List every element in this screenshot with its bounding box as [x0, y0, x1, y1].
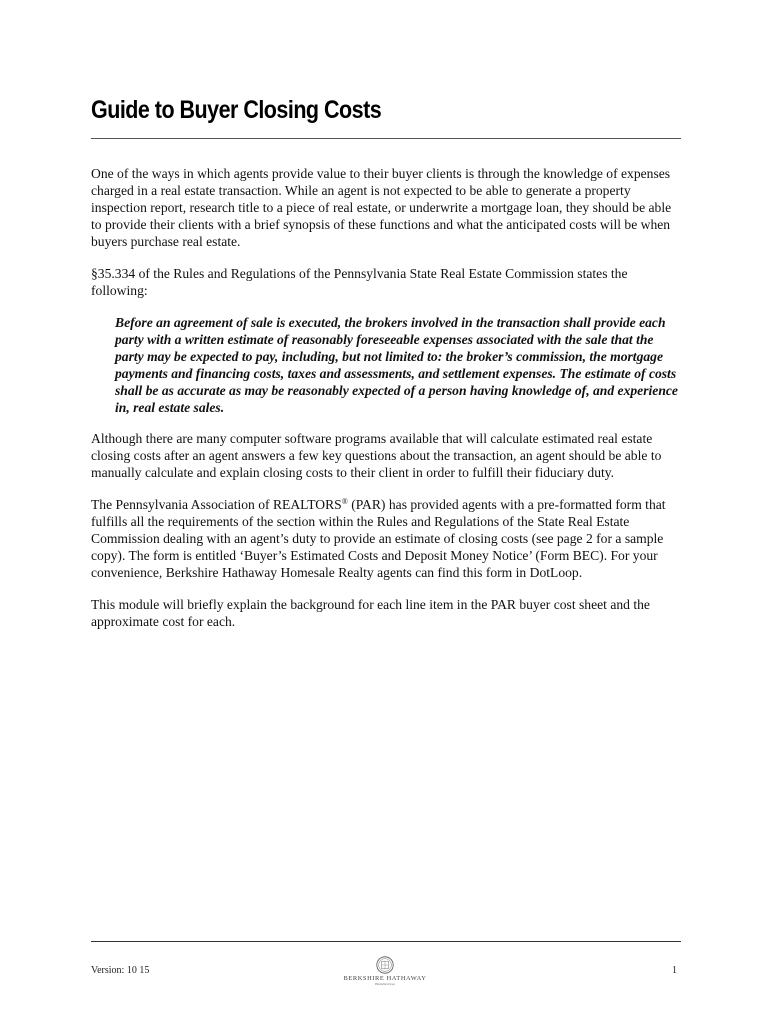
page-number: 1: [672, 965, 677, 976]
par-form-paragraph: [91, 496, 681, 581]
document-body: [91, 165, 681, 645]
registered-mark: ®: [341, 497, 348, 506]
rules-paragraph: §35.334 of the Rules and Regulations of the Pennsylvania State Real Estate Commission states the following:: [91, 266, 628, 298]
regulation-quote: Before an agreement of sale is executed, the brokers involved in the transaction shall provide each party with a written estimate of reasonably foreseeable expenses associated with the sale that the party may be expected to pay, including, but not limited to: the broker’s commission, the mortgage payments and financing costs, taxes and assessments, and settlement expenses. The estimate of costs shall be as accurate as may be reasonably expected of a person having knowledge of, and experience in, real estate sales.: [115, 315, 678, 415]
berkshire-hathaway-seal-icon: [376, 956, 394, 974]
intro-paragraph: One of the ways in which agents provide value to their buyer clients is through the knowledge of expenses charged in a real estate transaction. While an agent is not expected to be able to generate a property inspection report, research title to a piece of real estate, or underwrite a mortgage loan, they should be able to provide their clients with a brief synopsis of these functions and what the anticipated costs will be when buyers purchase real estate.: [91, 166, 672, 249]
page-title: Guide to Buyer Closing Costs: [91, 96, 382, 124]
par-form-text-end: (PAR) has provided agents with a pre-formatted form that fulfills all the requirements of the section within the Rules and Regulations of the State Real Estate Commission dealing with an agent’s duty to provide an estimate of closing costs (see page 2 for a sample copy). The form is entitled ‘Buyer’s Estimated Costs and Deposit Money Notice’ (Form BEC). For your convenience, Berkshire Hathaway Homesale Realty agents can find this form in DotLoop.: [91, 497, 666, 580]
module-paragraph: This module will briefly explain the background for each line item in the PAR buyer cost sheet and the approximate cost for each.: [91, 597, 650, 629]
title-divider: [91, 138, 681, 139]
logo-name: BERKSHIRE HATHAWAY: [343, 975, 427, 982]
software-paragraph: Although there are many computer software programs available that will calculate estimated real estate closing costs after an agent answers a few key questions about the transaction, an agent should be able to manually calculate and explain closing costs to their client in order to fulfill their fiduciary duty.: [91, 431, 662, 480]
footer-divider: [91, 941, 681, 942]
logo-subtitle: HomeServices: [375, 982, 395, 986]
company-logo: [335, 956, 435, 986]
par-form-text-start: The Pennsylvania Association of REALTORS: [91, 497, 342, 512]
version-label: Version: 10 15: [91, 965, 150, 976]
